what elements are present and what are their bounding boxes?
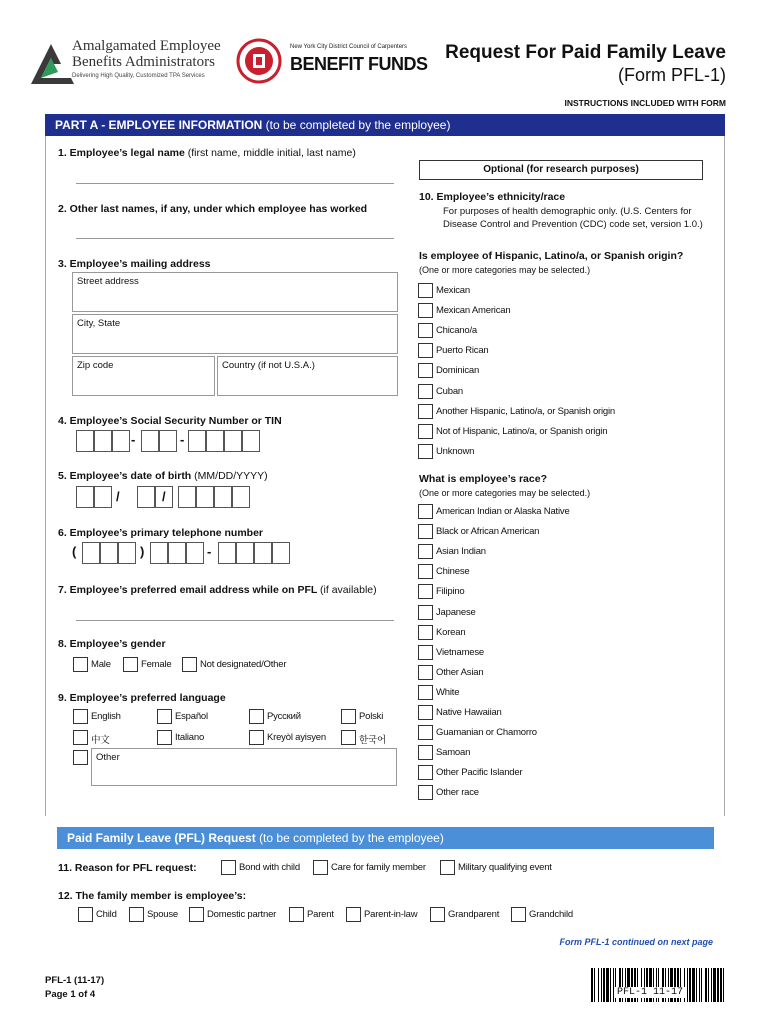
- barcode-bar: [708, 968, 709, 1002]
- race-label-6: Japanese: [436, 606, 476, 618]
- language-label-6: Italiano: [175, 732, 205, 743]
- phone-box-4[interactable]: [150, 542, 168, 564]
- language-checkbox-1[interactable]: [73, 709, 88, 724]
- race-label-11: Native Hawaiian: [436, 707, 502, 718]
- q8-label: 8. Employee’s gender: [58, 638, 166, 650]
- phone-box-1[interactable]: [82, 542, 100, 564]
- part-a-title: PART A - EMPLOYEE INFORMATION: [55, 118, 263, 132]
- barcode-bar: [606, 968, 609, 1002]
- barcode-bar: [598, 968, 599, 1002]
- phone-box-5[interactable]: [168, 542, 186, 564]
- hispanic-checkbox-8[interactable]: [418, 424, 433, 439]
- race-checkbox-8[interactable]: [418, 645, 433, 660]
- instructions-note: INSTRUCTIONS INCLUDED WITH FORM: [564, 98, 726, 108]
- legal-name-field[interactable]: [76, 183, 394, 184]
- reason-checkbox-3[interactable]: [440, 860, 455, 875]
- language-other-label: Other: [96, 752, 120, 763]
- dob-box-2[interactable]: [94, 486, 112, 508]
- carpenters-seal-icon: [236, 38, 282, 84]
- race-label-10: White: [436, 686, 460, 698]
- gender-checkbox-2[interactable]: [123, 657, 138, 672]
- member-checkbox-7[interactable]: [511, 907, 526, 922]
- race-label-1: American Indian or Alaska Native: [436, 506, 570, 517]
- language-other-checkbox[interactable]: [73, 750, 88, 765]
- race-label-9: Other Asian: [436, 666, 484, 678]
- ssn-dash-2: -: [180, 432, 185, 447]
- language-label-3: Русский: [267, 711, 301, 722]
- race-label-3: Asian Indian: [436, 546, 486, 558]
- phone-dash: -: [207, 544, 212, 559]
- q10-label: 10. Employee’s ethnicity/race: [419, 191, 566, 203]
- q10-note-1: For purposes of health demographic only. (U.S. Centers for: [443, 206, 692, 217]
- barcode-bar: [699, 968, 700, 1002]
- phone-box-2[interactable]: [100, 542, 118, 564]
- hispanic-checkbox-5[interactable]: [418, 363, 433, 378]
- member-checkbox-5[interactable]: [346, 907, 361, 922]
- pfl-title: Paid Family Leave (PFL) Request: [67, 831, 256, 845]
- hispanic-label-8: Not of Hispanic, Latino/a, or Spanish origin: [436, 425, 608, 437]
- hispanic-label-3: Chicano/a: [436, 325, 477, 337]
- dob-slash-2: /: [162, 489, 166, 504]
- reason-label-1: Bond with child: [239, 862, 300, 873]
- reason-label-3: Military qualifying event: [458, 862, 552, 873]
- race-label-2: Black or African American: [436, 526, 540, 538]
- barcode-bar: [723, 968, 724, 1002]
- race-label-12: Guamanian or Chamorro: [436, 727, 537, 739]
- dob-box-5[interactable]: [178, 486, 196, 508]
- member-checkbox-1[interactable]: [78, 907, 93, 922]
- race-checkbox-10[interactable]: [418, 685, 433, 700]
- member-label-6: Grandparent: [448, 909, 500, 920]
- continued-note: Form PFL-1 continued on next page: [559, 937, 713, 947]
- phone-box-7[interactable]: [218, 542, 236, 564]
- barcode-bar: [711, 968, 712, 1002]
- barcode-bar: [720, 968, 722, 1002]
- hispanic-label-2: Mexican American: [436, 305, 511, 317]
- city-state-field[interactable]: [72, 314, 398, 354]
- dob-slash-1: /: [116, 489, 120, 504]
- ssn-box-3[interactable]: [112, 430, 130, 452]
- ssn-box-1[interactable]: [76, 430, 94, 452]
- ssn-box-7[interactable]: [206, 430, 224, 452]
- hispanic-checkbox-1[interactable]: [418, 283, 433, 298]
- barcode-bar: [713, 968, 716, 1002]
- aea-logo-mark-icon: [28, 40, 74, 86]
- q3-label: 3. Employee’s mailing address: [58, 258, 211, 270]
- race-checkbox-5[interactable]: [418, 584, 433, 599]
- dob-box-1[interactable]: [76, 486, 94, 508]
- language-label-4: Polski: [359, 711, 384, 722]
- barcode-bar: [705, 968, 707, 1002]
- q9-label: 9. Employee’s preferred language: [58, 692, 226, 704]
- zip-code-label: Zip code: [77, 360, 114, 371]
- member-label-5: Parent-in-law: [364, 909, 418, 920]
- race-label-15: Other race: [436, 787, 479, 799]
- race-label-7: Korean: [436, 626, 466, 638]
- language-checkbox-6[interactable]: [157, 730, 172, 745]
- hispanic-checkbox-6[interactable]: [418, 384, 433, 399]
- race-checkbox-9[interactable]: [418, 665, 433, 680]
- race-checkbox-15[interactable]: [418, 785, 433, 800]
- language-checkbox-5[interactable]: [73, 730, 88, 745]
- phone-lparen: (: [72, 544, 77, 559]
- part-a-header: [45, 114, 725, 136]
- reason-label-2: Care for family member: [331, 862, 426, 873]
- member-label-2: Spouse: [147, 909, 179, 920]
- phone-box-8[interactable]: [236, 542, 254, 564]
- race-checkbox-1[interactable]: [418, 504, 433, 519]
- ssn-box-6[interactable]: [188, 430, 206, 452]
- hispanic-checkbox-9[interactable]: [418, 444, 433, 459]
- language-checkbox-4[interactable]: [341, 709, 356, 724]
- pfl-note: (to be completed by the employee): [259, 831, 444, 845]
- part-a-note: (to be completed by the employee): [265, 118, 451, 132]
- race-label-8: Vietnamese: [436, 646, 484, 658]
- barcode-bar: [717, 968, 719, 1002]
- barcode: [591, 968, 725, 1002]
- hispanic-note: (One or more categories may be selected.): [419, 265, 591, 275]
- language-checkbox-3[interactable]: [249, 709, 264, 724]
- zip-code-field[interactable]: [72, 356, 215, 396]
- race-checkbox-11[interactable]: [418, 705, 433, 720]
- dob-box-3[interactable]: [137, 486, 155, 508]
- race-label-14: Other Pacific Islander: [436, 767, 523, 779]
- q5-label: 5. Employee’s date of birth (MM/DD/YYYY): [58, 470, 268, 482]
- page-number: Page 1 of 4: [45, 989, 96, 1000]
- aea-logo: [28, 38, 228, 88]
- barcode-bar: [696, 968, 697, 1002]
- race-checkbox-3[interactable]: [418, 544, 433, 559]
- email-field[interactable]: [76, 620, 394, 621]
- language-label-1: English: [91, 711, 121, 722]
- dob-box-8[interactable]: [232, 486, 250, 508]
- city-state-label: City, State: [77, 318, 121, 329]
- hispanic-label-1: Mexican: [436, 285, 470, 296]
- member-checkbox-2[interactable]: [129, 907, 144, 922]
- gender-label-2: Female: [141, 659, 172, 670]
- hispanic-checkbox-3[interactable]: [418, 323, 433, 338]
- hispanic-label-4: Puerto Rican: [436, 345, 489, 357]
- language-checkbox-7[interactable]: [249, 730, 264, 745]
- race-checkbox-7[interactable]: [418, 625, 433, 640]
- race-checkbox-12[interactable]: [418, 725, 433, 740]
- other-names-field[interactable]: [76, 238, 394, 239]
- ssn-box-5[interactable]: [159, 430, 177, 452]
- language-other-field[interactable]: [91, 748, 397, 786]
- barcode-bar: [610, 968, 611, 1002]
- pfl-header: [57, 827, 714, 849]
- barcode-text: PFL-1 11-17: [617, 987, 684, 998]
- q11-label: 11. Reason for PFL request:: [58, 862, 197, 874]
- form-id: PFL-1 (11-17): [45, 975, 105, 986]
- ssn-box-9[interactable]: [242, 430, 260, 452]
- phone-box-9[interactable]: [254, 542, 272, 564]
- member-checkbox-6[interactable]: [430, 907, 445, 922]
- barcode-bar: [689, 968, 691, 1002]
- hispanic-question: Is employee of Hispanic, Latino/a, or Spanish origin?: [419, 250, 684, 262]
- aea-name-line1: Amalgamated Employee: [72, 38, 221, 54]
- q4-label: 4. Employee’s Social Security Number or TIN: [58, 415, 282, 427]
- race-checkbox-4[interactable]: [418, 564, 433, 579]
- street-address-label: Street address: [77, 276, 139, 287]
- language-label-7: Kreyòl ayisyen: [267, 732, 326, 743]
- language-label-8: 한국어: [359, 735, 386, 746]
- reason-checkbox-1[interactable]: [221, 860, 236, 875]
- race-checkbox-6[interactable]: [418, 605, 433, 620]
- benefit-funds-logo: [236, 38, 426, 88]
- aea-tagline: Delivering High Quality, Customized TPA Services: [72, 73, 205, 79]
- ssn-box-2[interactable]: [94, 430, 112, 452]
- language-label-5: 中文: [91, 735, 110, 746]
- race-label-13: Samoan: [436, 747, 471, 759]
- member-label-4: Parent: [307, 909, 334, 920]
- q7-label: 7. Employee’s preferred email address while on PFL (if available): [58, 584, 377, 596]
- country-field[interactable]: [217, 356, 398, 396]
- barcode-bar: [603, 968, 605, 1002]
- dob-box-7[interactable]: [214, 486, 232, 508]
- dob-box-6[interactable]: [196, 486, 214, 508]
- hispanic-checkbox-4[interactable]: [418, 343, 433, 358]
- aea-name-line2: Benefits Administrators: [72, 54, 215, 70]
- member-checkbox-3[interactable]: [189, 907, 204, 922]
- race-note: (One or more categories may be selected.): [419, 488, 591, 498]
- member-checkbox-4[interactable]: [289, 907, 304, 922]
- barcode-bar: [591, 968, 593, 1002]
- phone-box-10[interactable]: [272, 542, 290, 564]
- hispanic-checkbox-7[interactable]: [418, 404, 433, 419]
- gender-checkbox-3[interactable]: [182, 657, 197, 672]
- street-address-field[interactable]: [72, 272, 398, 312]
- q10-note-2: Disease Control and Prevention (CDC) code set, version 1.0.): [443, 219, 703, 230]
- barcode-bar: [701, 968, 702, 1002]
- race-checkbox-2[interactable]: [418, 524, 433, 539]
- race-question: What is employee’s race?: [419, 473, 547, 485]
- race-checkbox-13[interactable]: [418, 745, 433, 760]
- hispanic-checkbox-2[interactable]: [418, 303, 433, 318]
- gender-label-3: Not designated/Other: [200, 659, 287, 670]
- member-label-3: Domestic partner: [207, 909, 277, 920]
- form-title: Request For Paid Family Leave: [445, 42, 726, 63]
- barcode-bar: [594, 968, 595, 1002]
- language-checkbox-8[interactable]: [341, 730, 356, 745]
- language-checkbox-2[interactable]: [157, 709, 172, 724]
- optional-title-box: Optional (for research purposes): [419, 160, 703, 180]
- phone-box-3[interactable]: [118, 542, 136, 564]
- race-checkbox-14[interactable]: [418, 765, 433, 780]
- q2-label: 2. Other last names, if any, under which employee has worked: [58, 203, 368, 215]
- country-label: Country (if not U.S.A.): [222, 360, 315, 371]
- gender-checkbox-1[interactable]: [73, 657, 88, 672]
- ssn-dash-1: -: [131, 432, 136, 447]
- member-label-1: Child: [96, 909, 117, 920]
- member-label-7: Grandchild: [529, 909, 573, 920]
- hispanic-label-6: Cuban: [436, 385, 463, 397]
- hispanic-label-7: Another Hispanic, Latino/a, or Spanish origin: [436, 405, 616, 417]
- phone-box-6[interactable]: [186, 542, 204, 564]
- barcode-bar: [687, 968, 688, 1002]
- phone-rparen: ): [140, 544, 145, 559]
- benefit-funds-top: New York City District Council of Carpenters: [290, 44, 408, 50]
- race-label-4: Chinese: [436, 566, 470, 578]
- hispanic-label-9: Unknown: [436, 445, 475, 457]
- benefit-funds-name: BENEFIT FUNDS: [290, 54, 428, 74]
- ssn-box-4[interactable]: [141, 430, 159, 452]
- form-subtitle: (Form PFL-1): [618, 65, 726, 85]
- language-label-2: Español: [175, 711, 208, 722]
- barcode-bar: [613, 968, 614, 1002]
- barcode-bar: [692, 968, 695, 1002]
- hispanic-label-5: Dominican: [436, 365, 480, 377]
- q1-label: 1. Employee’s legal name (first name, middle initial, last name): [58, 147, 356, 159]
- race-label-5: Filipino: [436, 586, 465, 598]
- reason-checkbox-2[interactable]: [313, 860, 328, 875]
- barcode-bar: [601, 968, 602, 1002]
- ssn-box-8[interactable]: [224, 430, 242, 452]
- gender-label-1: Male: [91, 659, 111, 670]
- q12-label: 12. The family member is employee’s:: [58, 890, 247, 902]
- q6-label: 6. Employee’s primary telephone number: [58, 527, 264, 539]
